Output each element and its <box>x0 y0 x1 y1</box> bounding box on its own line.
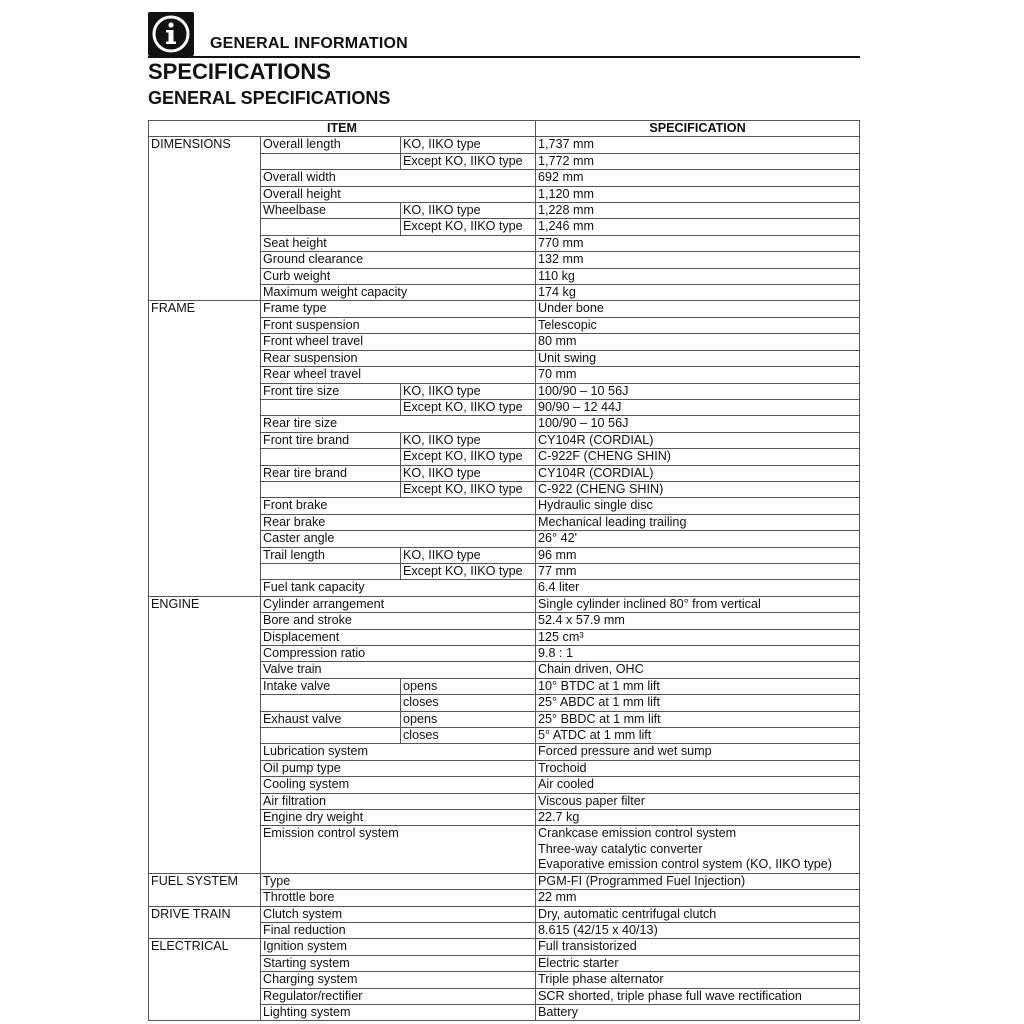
spec-cell: 70 mm <box>536 367 860 383</box>
table-row <box>149 955 860 971</box>
table-row <box>149 760 860 776</box>
item-cell: Rear wheel travel <box>261 367 536 383</box>
table-row <box>149 416 860 432</box>
sub-item-cell: Except KO, IIKO type <box>401 449 536 465</box>
spec-cell: 52.4 x 57.9 mm <box>536 613 860 629</box>
spec-cell: Dry, automatic centrifugal clutch <box>536 906 860 922</box>
group-cell <box>149 580 261 596</box>
item-cell: Ignition system <box>261 939 536 955</box>
group-cell <box>149 744 261 760</box>
table-row <box>149 890 860 906</box>
table-row <box>149 514 860 530</box>
column-header-spec: SPECIFICATION <box>536 121 860 137</box>
table-row <box>149 1004 860 1020</box>
spec-cell: 10° BTDC at 1 mm lift <box>536 678 860 694</box>
table-row <box>149 186 860 202</box>
group-cell <box>149 826 261 873</box>
spec-cell: 25° ABDC at 1 mm lift <box>536 695 860 711</box>
page-subtitle: GENERAL SPECIFICATIONS <box>148 88 391 108</box>
spec-cell: Chain driven, OHC <box>536 662 860 678</box>
spec-cell: 5° ATDC at 1 mm lift <box>536 728 860 744</box>
sub-item-cell: closes <box>401 728 536 744</box>
group-cell <box>149 810 261 826</box>
spec-cell: Unit swing <box>536 350 860 366</box>
table-row <box>149 268 860 284</box>
item-cell: Wheelbase <box>261 203 401 219</box>
group-cell <box>149 613 261 629</box>
spec-table <box>148 120 860 1021</box>
item-cell <box>261 695 401 711</box>
table-row <box>149 317 860 333</box>
spec-cell: CY104R (CORDIAL) <box>536 465 860 481</box>
group-cell <box>149 890 261 906</box>
spec-cell: Air cooled <box>536 777 860 793</box>
spec-cell: 80 mm <box>536 334 860 350</box>
group-cell <box>149 416 261 432</box>
sub-item-cell: KO, IIKO type <box>401 432 536 448</box>
spec-cell: 132 mm <box>536 252 860 268</box>
group-cell <box>149 514 261 530</box>
group-cell <box>149 432 261 448</box>
item-cell <box>261 728 401 744</box>
table-row <box>149 596 860 612</box>
group-cell: FUEL SYSTEM <box>149 873 261 889</box>
item-cell <box>261 153 401 169</box>
item-cell: Final reduction <box>261 922 536 938</box>
table-row <box>149 383 860 399</box>
table-row <box>149 563 860 579</box>
spec-cell: 1,120 mm <box>536 186 860 202</box>
item-cell: Caster angle <box>261 531 536 547</box>
table-row <box>149 613 860 629</box>
item-cell: Air filtration <box>261 793 536 809</box>
sub-item-cell: KO, IIKO type <box>401 203 536 219</box>
sub-item-cell: KO, IIKO type <box>401 383 536 399</box>
table-row <box>149 432 860 448</box>
spec-cell: Forced pressure and wet sump <box>536 744 860 760</box>
item-cell: Maximum weight capacity <box>261 285 536 301</box>
group-cell <box>149 563 261 579</box>
item-cell: Intake valve <box>261 678 401 694</box>
group-cell <box>149 449 261 465</box>
spec-cell: C-922F (CHENG SHIN) <box>536 449 860 465</box>
table-row <box>149 711 860 727</box>
table-row <box>149 235 860 251</box>
spec-cell: C-922 (CHENG SHIN) <box>536 481 860 497</box>
group-cell <box>149 268 261 284</box>
item-cell <box>261 481 401 497</box>
sub-item-cell: KO, IIKO type <box>401 137 536 153</box>
item-cell: Frame type <box>261 301 536 317</box>
group-cell <box>149 153 261 169</box>
item-cell: Curb weight <box>261 268 536 284</box>
group-cell <box>149 646 261 662</box>
item-cell: Clutch system <box>261 906 536 922</box>
item-cell: Valve train <box>261 662 536 678</box>
spec-line: Crankcase emission control system <box>538 826 737 841</box>
item-cell: Engine dry weight <box>261 810 536 826</box>
spec-cell <box>536 826 860 873</box>
spec-cell: Telescopic <box>536 317 860 333</box>
table-row <box>149 350 860 366</box>
item-cell: Cylinder arrangement <box>261 596 536 612</box>
item-cell: Oil pump type <box>261 760 536 776</box>
spec-cell: 8.615 (42/15 x 40/13) <box>536 922 860 938</box>
table-row <box>149 695 860 711</box>
item-cell: Ground clearance <box>261 252 536 268</box>
item-cell: Displacement <box>261 629 536 645</box>
sub-item-cell: Except KO, IIKO type <box>401 219 536 235</box>
group-cell <box>149 972 261 988</box>
group-cell: DRIVE TRAIN <box>149 906 261 922</box>
table-row <box>149 629 860 645</box>
item-cell <box>261 219 401 235</box>
group-cell <box>149 235 261 251</box>
spec-cell: 22.7 kg <box>536 810 860 826</box>
spec-cell: Under bone <box>536 301 860 317</box>
item-cell: Overall height <box>261 186 536 202</box>
sub-item-cell: Except KO, IIKO type <box>401 399 536 415</box>
group-cell: ELECTRICAL <box>149 939 261 955</box>
section-label: GENERAL INFORMATION <box>210 35 408 52</box>
sub-item-cell: KO, IIKO type <box>401 465 536 481</box>
group-cell <box>149 334 261 350</box>
group-cell <box>149 465 261 481</box>
table-row <box>149 137 860 153</box>
table-row <box>149 662 860 678</box>
table-row <box>149 203 860 219</box>
group-cell <box>149 711 261 727</box>
group-cell <box>149 498 261 514</box>
spec-cell: 22 mm <box>536 890 860 906</box>
table-row <box>149 170 860 186</box>
table-row <box>149 219 860 235</box>
table-row <box>149 777 860 793</box>
item-cell <box>261 399 401 415</box>
spec-cell: 6.4 liter <box>536 580 860 596</box>
spec-cell: 174 kg <box>536 285 860 301</box>
item-cell: Lubrication system <box>261 744 536 760</box>
group-cell <box>149 793 261 809</box>
spec-cell: 1,737 mm <box>536 137 860 153</box>
sub-item-cell: Except KO, IIKO type <box>401 153 536 169</box>
group-cell <box>149 383 261 399</box>
item-cell: Trail length <box>261 547 401 563</box>
column-header-item: ITEM <box>149 121 536 137</box>
spec-cell: 125 cm³ <box>536 629 860 645</box>
group-cell <box>149 203 261 219</box>
item-cell: Front suspension <box>261 317 536 333</box>
table-row <box>149 939 860 955</box>
group-cell <box>149 170 261 186</box>
item-cell: Front brake <box>261 498 536 514</box>
item-cell: Regulator/rectifier <box>261 988 536 1004</box>
table-row <box>149 252 860 268</box>
spec-cell: 110 kg <box>536 268 860 284</box>
spec-cell: 100/90 – 10 56J <box>536 416 860 432</box>
spec-cell: Viscous paper filter <box>536 793 860 809</box>
group-cell <box>149 219 261 235</box>
group-cell <box>149 367 261 383</box>
group-cell <box>149 285 261 301</box>
group-cell <box>149 350 261 366</box>
item-cell: Fuel tank capacity <box>261 580 536 596</box>
table-row <box>149 826 860 873</box>
spec-line: Evaporative emission control system (KO, IIKO type) <box>538 857 832 872</box>
table-row <box>149 906 860 922</box>
sub-item-cell: closes <box>401 695 536 711</box>
sub-item-cell: Except KO, IIKO type <box>401 563 536 579</box>
spec-line: Three-way catalytic converter <box>538 841 703 856</box>
item-cell: Front wheel travel <box>261 334 536 350</box>
table-row <box>149 481 860 497</box>
group-cell <box>149 547 261 563</box>
spec-cell: Electric starter <box>536 955 860 971</box>
table-row <box>149 988 860 1004</box>
group-cell <box>149 678 261 694</box>
spec-cell: Single cylinder inclined 80° from vertical <box>536 596 860 612</box>
spec-cell: PGM-FI (Programmed Fuel Injection) <box>536 873 860 889</box>
spec-cell: Triple phase alternator <box>536 972 860 988</box>
item-cell: Starting system <box>261 955 536 971</box>
table-row <box>149 810 860 826</box>
spec-cell: SCR shorted, triple phase full wave rectification <box>536 988 860 1004</box>
spec-cell: 26° 42' <box>536 531 860 547</box>
group-cell <box>149 317 261 333</box>
table-row <box>149 580 860 596</box>
item-cell: Front tire brand <box>261 432 401 448</box>
spec-cell: 25° BBDC at 1 mm lift <box>536 711 860 727</box>
group-cell <box>149 252 261 268</box>
group-cell <box>149 695 261 711</box>
spec-cell: Full transistorized <box>536 939 860 955</box>
group-cell: ENGINE <box>149 596 261 612</box>
spec-cell: CY104R (CORDIAL) <box>536 432 860 448</box>
item-cell: Overall length <box>261 137 401 153</box>
spec-cell: 96 mm <box>536 547 860 563</box>
group-cell <box>149 988 261 1004</box>
spec-table-body <box>149 137 860 1021</box>
sub-item-cell: Except KO, IIKO type <box>401 481 536 497</box>
spec-cell: 77 mm <box>536 563 860 579</box>
sub-item-cell: KO, IIKO type <box>401 547 536 563</box>
table-row <box>149 922 860 938</box>
group-cell <box>149 777 261 793</box>
item-cell <box>261 449 401 465</box>
group-cell: DIMENSIONS <box>149 137 261 153</box>
table-row <box>149 367 860 383</box>
item-cell: Lighting system <box>261 1004 536 1020</box>
item-cell: Type <box>261 873 536 889</box>
table-row <box>149 153 860 169</box>
table-row <box>149 531 860 547</box>
spec-cell: Mechanical leading trailing <box>536 514 860 530</box>
table-row <box>149 728 860 744</box>
sub-item-cell: opens <box>401 711 536 727</box>
item-cell: Rear suspension <box>261 350 536 366</box>
table-row <box>149 744 860 760</box>
table-row <box>149 449 860 465</box>
item-cell: Rear tire brand <box>261 465 401 481</box>
spec-cell: Battery <box>536 1004 860 1020</box>
item-cell <box>261 563 401 579</box>
group-cell <box>149 760 261 776</box>
spec-cell: Hydraulic single disc <box>536 498 860 514</box>
spec-cell: 9.8 : 1 <box>536 646 860 662</box>
sub-item-cell: opens <box>401 678 536 694</box>
group-cell: FRAME <box>149 301 261 317</box>
item-cell: Charging system <box>261 972 536 988</box>
table-row <box>149 646 860 662</box>
info-icon <box>148 12 194 56</box>
group-cell <box>149 955 261 971</box>
item-cell: Seat height <box>261 235 536 251</box>
item-cell: Compression ratio <box>261 646 536 662</box>
table-row <box>149 547 860 563</box>
spec-cell: 1,772 mm <box>536 153 860 169</box>
spec-cell: Trochoid <box>536 760 860 776</box>
item-cell: Front tire size <box>261 383 401 399</box>
item-cell: Exhaust valve <box>261 711 401 727</box>
group-cell <box>149 481 261 497</box>
item-cell: Throttle bore <box>261 890 536 906</box>
group-cell <box>149 531 261 547</box>
group-cell <box>149 1004 261 1020</box>
group-cell <box>149 399 261 415</box>
spec-cell: 692 mm <box>536 170 860 186</box>
group-cell <box>149 662 261 678</box>
spec-cell: 1,246 mm <box>536 219 860 235</box>
item-cell: Overall width <box>261 170 536 186</box>
spec-cell: 1,228 mm <box>536 203 860 219</box>
table-row <box>149 465 860 481</box>
table-row <box>149 678 860 694</box>
item-cell: Cooling system <box>261 777 536 793</box>
spec-cell: 770 mm <box>536 235 860 251</box>
group-cell <box>149 728 261 744</box>
table-row <box>149 793 860 809</box>
table-row <box>149 285 860 301</box>
group-cell <box>149 629 261 645</box>
item-cell: Bore and stroke <box>261 613 536 629</box>
item-cell: Rear brake <box>261 514 536 530</box>
spec-cell: 90/90 – 12 44J <box>536 399 860 415</box>
item-cell: Rear tire size <box>261 416 536 432</box>
table-row <box>149 334 860 350</box>
group-cell <box>149 922 261 938</box>
table-row <box>149 301 860 317</box>
table-header-row <box>149 121 860 137</box>
table-row <box>149 972 860 988</box>
page-title: SPECIFICATIONS <box>148 59 331 84</box>
item-cell: Emission control system <box>261 826 536 873</box>
header-rule <box>148 56 860 58</box>
group-cell <box>149 186 261 202</box>
spec-cell: 100/90 – 10 56J <box>536 383 860 399</box>
table-row <box>149 399 860 415</box>
table-row <box>149 873 860 889</box>
table-row <box>149 498 860 514</box>
